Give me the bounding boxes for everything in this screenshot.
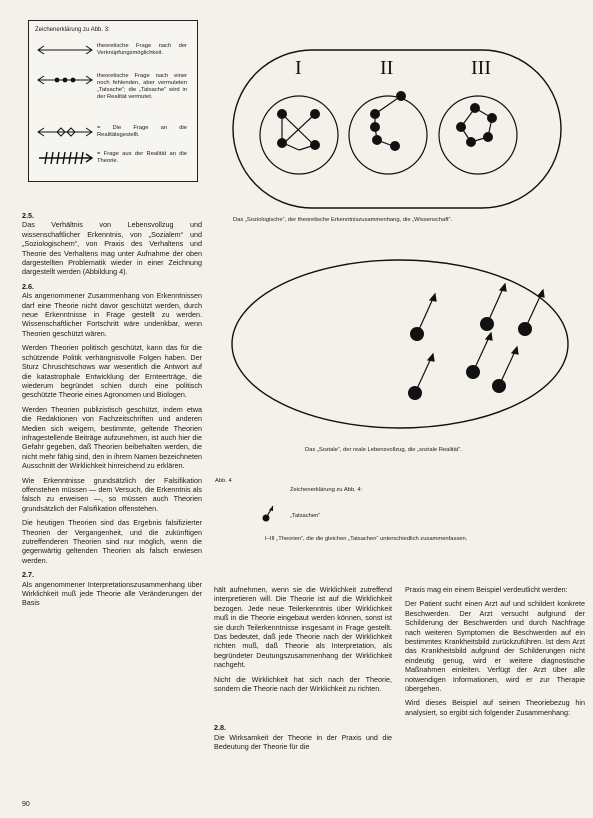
section-heading: 2.6. [22, 281, 34, 291]
section-heading: 2.5. [22, 211, 34, 220]
double-arrow-icon [35, 43, 95, 57]
theory-label-3: III [471, 57, 491, 79]
legend-item [35, 43, 185, 71]
page-number: 90 [22, 801, 30, 808]
paragraph: Als angenommener Zusammenhang von Erkenntnissen darf eine Theorie nicht davor geschützt werden, durch neue Erkenntnisse in Frage gestellt zu werden. Wissenschaftlicher Fortschritt wäre undenkbar, wenn Theorien geschützt wären. [22, 291, 202, 338]
double-arrow-dots-icon [35, 73, 95, 87]
legend-item-text: = Die Frage an die Realitätsgestellt. [97, 125, 187, 138]
legend-item [35, 125, 185, 147]
paragraph: Als angenommener Interpretationszusammenhang über Wirklichkeit muß jede Theorie alle Veränderungen der Basis [22, 579, 202, 608]
section-heading: 2.8. [214, 723, 226, 733]
legend-item [35, 73, 185, 121]
paragraph: Die heutigen Theorien sind das Ergebnis falsifizierter Theorien der Vergangenheit, und die zukünftigen zutreffenderen Theorien sind nur möglich, wenn die gegenwärtig geltenden Theorien als falsch erwiesen werden. [22, 518, 202, 565]
theory-label-2: II [380, 57, 394, 79]
hatched-arrow-icon [35, 151, 95, 165]
paragraph: Werden Theorien publizistisch geschützt, indem etwa die Redaktionen von Fachzeitschriften und anderen Medien sich weigern, bestimmte, geltende Theorien infragestellende Beiträge aufzunehmen, ist auch hier die Gefahr gegeben, daß Theorien beibehalten werden, die nicht mehr fähig sind, den in ihrem Namen bezeichneten Ausschnitt der Wirklichkeit hinreichend zu erklären. [22, 404, 202, 471]
legend-item-text: theoretische Frage nach einer noch fehlenden, aber vermuteten „Tatsache“; die „Tatsache“ wird in der Realität vermutet. [97, 73, 187, 100]
paragraph: Der Patient sucht einen Arzt auf und schildert konkrete Beschwerden. Der Arzt versucht aufgrund der Schilderung der Beschwerden und durch Nachfrage nach weiteren Symptomen die Beschwerden auf ein bestimmtes Krankheitsbild zurückzuführen. Ist dem Arzt das Krankheitsbild aufgrund der Schilderungen nicht eindeutig genug, wird er weitere diagnostische Maßnahmen einleiten. Verfügt der Arzt über alle notwendigen Informationen, wird er zur Therapie übergehen. [405, 599, 585, 694]
figure-number: Abb. 4 [215, 478, 232, 484]
theory-label-1: I [295, 57, 302, 79]
legend2-title: Zeichenerklärung zu Abb. 4: [290, 487, 363, 493]
section-heading: 2.7. [22, 570, 34, 580]
figure-caption-bottom: Das „Soziale“, der reale Lebensvollzug, die „soziale Realität“. [305, 447, 462, 453]
legend-box-abb3 [28, 20, 198, 182]
paragraph: Das Verhältnis von Lebensvollzug und wissenschaftlicher Erkenntnis, von „Sozialem“ und „Soziologischem“, von Praxis des Verhaltens und Theorie des Verhaltens mag unter Aufnahme der oben dargestellten Problematik wieder in einer Zeichnung dargestellt werden (Abbildung 4). [22, 220, 202, 277]
figure-caption-top: Das „Soziologische“, der theoretische Erkenntniszusammenhang, die „Wissenschaft“. [233, 217, 453, 223]
paragraph: Wie Erkenntnisse grundsätzlich der Falsifikation offenstehen müssen — dem Versuch, die Erkenntnis als falsch zu erweisen —, so müssen auch Theorien grundsätzlich der Falsifikation offenstehen. [22, 475, 202, 513]
legend2-theories-label: I–III „Theorien“, die die gleichen „Tatsachen“ unterschiedlich zusammenfassen. [265, 536, 468, 542]
figure-abb4 [205, 22, 590, 482]
paragraph: Die Wirksamkeit der Theorie in der Praxis und die Bedeutung der Theorie für die [214, 732, 392, 752]
legend-item [35, 151, 185, 173]
open-arrow-icon [35, 125, 95, 139]
paragraph: hält aufnehmen, wenn sie die Wirklichkeit zutreffend interpretieren will. Die Theorie ist auf die Wirklichkeit bezogen. Jede neue Teilerkenntnis über Wirklichkeit muß in die Theorie eingebaut werden können, sonst ist sie durch Teilerkenntnisse insgesamt in Frage gestellt. Das bedeutet, daß jede Theorie nach der Wirklichkeit richten muß, daß Theorie als Interpretation, als begründeter Deutungszusammenhang der Wirklichkeit nachgeht. [214, 585, 392, 670]
fact-icon [262, 504, 276, 522]
theory-diagram [205, 22, 590, 232]
text-column-3 [405, 585, 585, 722]
legend2-fact-label: „Tatsachen“ [290, 513, 321, 519]
text-column-1 [22, 211, 202, 613]
reality-diagram [205, 232, 590, 442]
paragraph: Praxis mag ein einem Beispiel verdeutlicht werden: [405, 585, 568, 594]
legend-title: Zeichenerklärung zu Abb. 3: [35, 27, 110, 33]
paragraph: Nicht die Wirklichkeit hat sich nach der Theorie, sondern die Theorie nach der Wirklichkeit zu richten. [214, 674, 392, 694]
text-column-2 [214, 585, 392, 757]
paragraph: Wird dieses Beispiel auf seinen Theoriebezug hin analysiert, so ergibt sich folgender Zusammenhang: [405, 698, 585, 717]
legend-item-text: = Frage aus der Realität an die Theorie. [97, 151, 187, 164]
paragraph: Werden Theorien politisch geschützt, kann das für die schützende Politik verhängnisvolle Folgen haben. Der Sturz Chruschtschows war wesentlich die Antwort auf die katastrophale Entwicklung der Ernteerträge, die wiederum begründet schien durch eine politisch geschützte Theorie eines Agronomen und Biologen. [22, 343, 202, 400]
legend-item-text: theoretische Frage nach der Verknüpfungsmöglichkeit. [97, 43, 187, 56]
